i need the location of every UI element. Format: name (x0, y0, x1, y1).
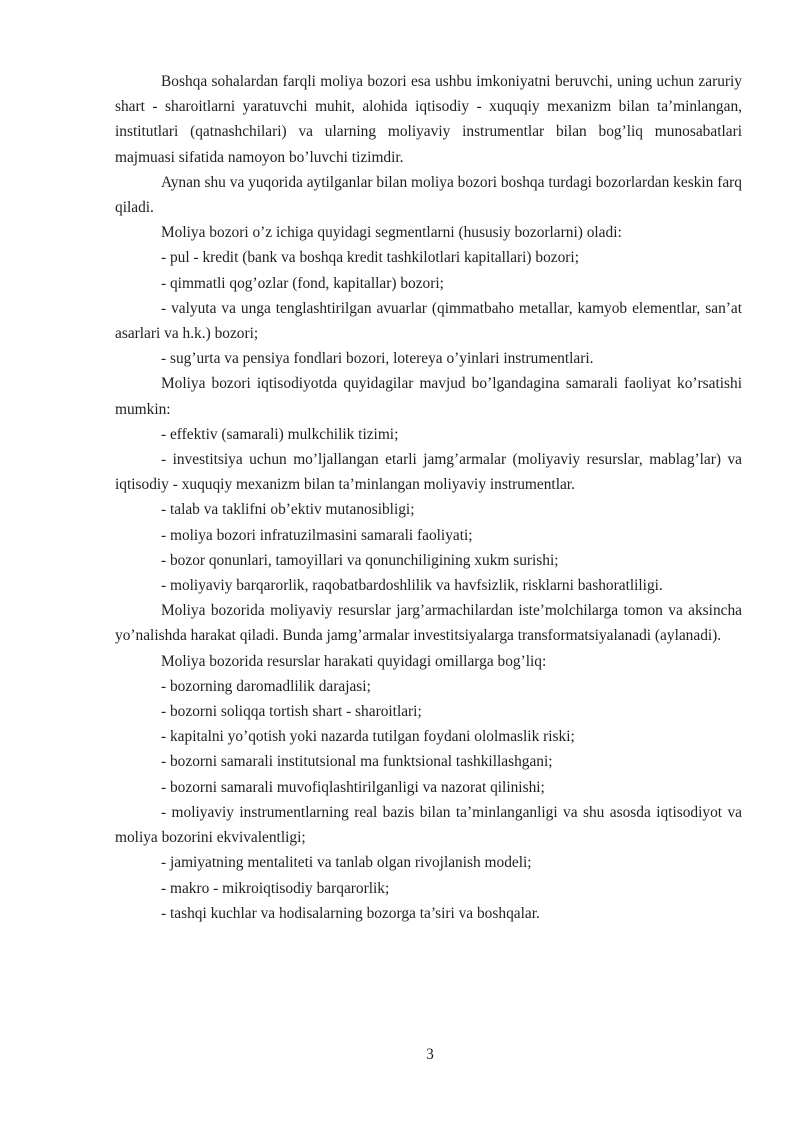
paragraph-5: Moliya bozorida moliyaviy resurslar jarg’armachilardan iste’molchilarga tomon va aksincha yo’nalishda harakat qiladi. Bunda jamg’armalar investitsiyalarga transformatsiyalanadi (aylanadi). (115, 602, 742, 645)
list-item-mentality: - jamiyatning mentaliteti va tanlab olgan rivojlanish modeli; (161, 854, 532, 872)
list-item-macro-micro: - makro - mikroiqtisodiy barqarorlik; (161, 879, 390, 897)
document-body (115, 69, 742, 926)
paragraph-2: Aynan shu va yuqorida aytilganlar bilan moliya bozori boshqa turdagi bozorlardan keskin farq qiladi. (115, 173, 742, 217)
paragraph-6: Moliya bozorida resurslar harakati quyidagi omillarga bog’liq: (161, 652, 547, 670)
list-item-insurance: - sug’urta va pensiya fondlari bozori, lotereya o’yinlari instrumentlari. (161, 350, 594, 368)
paragraph-3: Moliya bozori o’z ichiga quyidagi segmentlarni (hususiy bozorlarni) oladi: (161, 224, 622, 242)
list-item-profitability: - bozorning daromadlilik darajasi; (161, 677, 371, 695)
list-item-ownership: - effektiv (samarali) mulkchilik tizimi; (161, 425, 399, 443)
list-item-stability: - moliyaviy barqarorlik, raqobatbardoshlilik va havfsizlik, risklarni bashoratliligi. (161, 577, 663, 595)
list-item-supply-demand: - talab va taklifni ob’ektiv mutanosibligi; (161, 501, 415, 519)
list-item-risk: - kapitalni yo’qotish yoki nazarda tutilgan foydani ololmaslik riski; (161, 728, 575, 746)
paragraph-4: Moliya bozori iqtisodiyotda quyidagilar mavjud bo’lgandagina samarali faoliyat ko’rsatishi mumkin: (115, 375, 742, 418)
list-item-money-credit: - pul - kredit (bank va boshqa kredit tashkilotlari kapitallari) bozori; (161, 249, 579, 267)
list-item-securities: - qimmatli qog’ozlar (fond, kapitallar) bozori; (161, 274, 444, 292)
paragraph-1: Boshqa sohalardan farqli moliya bozori esa ushbu imkoniyatni beruvchi, uning uchun zaruriy shart - sharoitlarni yaratuvchi muhit, alohida iqtisodiy - xuquqiy mexanizm bilan ta’minlangan, institutlari (qatnashchilari) va ularning moliyaviy instrumentlar bilan bog’liq munosabatlari majmuasi sifatida namoyon bo’luvchi tizimdir. (115, 73, 742, 166)
list-item-currency: - valyuta va unga tenglashtirilgan avuarlar (qimmatbaho metallar, kamyob elementlar, san’at asarlari va h.k.) bozori; (115, 299, 742, 343)
list-item-investment: - investitsiya uchun mo’ljallangan etarli jamg’armalar (moliyaviy resurslar, mablag’lar) va iqtisodiy - xuquqiy mexanizm bilan ta’minlangan moliyaviy instrumentlar. (115, 451, 742, 494)
list-item-infrastructure: - moliya bozori infratuzilmasini samarali faoliyati; (161, 526, 473, 544)
list-item-market-laws: - bozor qonunlari, tamoyillari va qonunchiligining xukm surishi; (161, 551, 559, 569)
list-item-external-forces: - tashqi kuchlar va hodisalarning bozorga ta’siri va boshqalar. (161, 904, 540, 922)
list-item-real-basis: - moliyaviy instrumentlarning real bazis bilan ta’minlanganligi va shu asosda iqtisodiyot va moliya bozorini ekvivalentligi; (115, 803, 742, 847)
list-item-coordination: - bozorni samarali muvofiqlashtirilganligi va nazorat qilinishi; (161, 778, 545, 796)
list-item-organization: - bozorni samarali institutsional ma funktsional tashkillashgani; (161, 753, 553, 771)
list-item-taxation: - bozorni soliqqa tortish shart - sharoitlari; (161, 703, 422, 721)
page-number: 3 (426, 1046, 434, 1063)
